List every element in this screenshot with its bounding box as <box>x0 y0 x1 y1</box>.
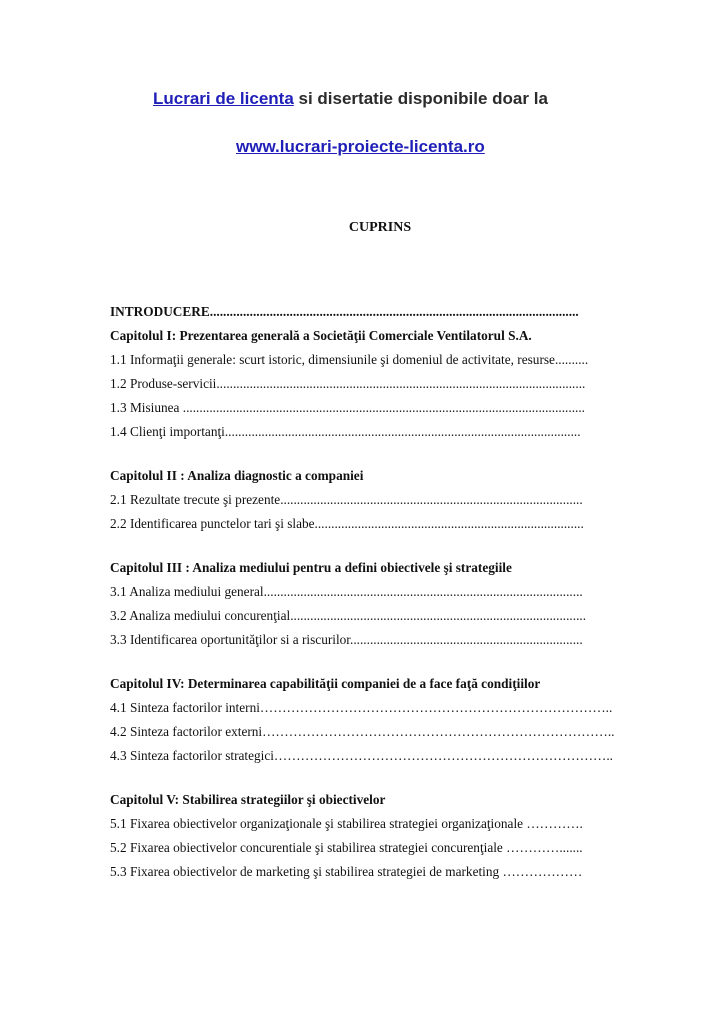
header-line-1 <box>153 89 548 109</box>
toc-chapter-1-heading: Capitolul I: Prezentarea generală a Societăţii Comerciale Ventilatorul S.A. <box>110 328 532 343</box>
licenta-link[interactable]: Lucrari de licenta <box>153 89 294 108</box>
spacer <box>110 652 645 672</box>
header-line-1-text: si disertatie disponibile doar la <box>293 89 548 108</box>
table-of-contents <box>110 300 645 884</box>
toc-item-4-3: 4.3 Sinteza factorilor strategici………………………………………………………………….. <box>110 748 614 763</box>
toc-item-5-1: 5.1 Fixarea obiectivelor organizaţionale şi stabilirea strategiei organizaţionale …………. <box>110 816 583 831</box>
toc-chapter-4-heading: Capitolul IV: Determinarea capabilităţii companiei de a face faţă condiţiilor <box>110 676 541 691</box>
toc-item-4-2: 4.2 Sinteza factorilor externi…………………………………………………………………….. <box>110 724 615 739</box>
toc-chapter-5-heading: Capitolul V: Stabilirea strategiilor şi obiectivelor <box>110 792 386 807</box>
toc-item-1-4: 1.4 Clienţi importanţi........................................................................................................... <box>110 424 581 439</box>
toc-chapter-2-heading: Capitolul II : Analiza diagnostic a companiei <box>110 468 364 483</box>
toc-item-1-2: 1.2 Produse-servicii............................................................................................................... <box>110 376 586 391</box>
spacer <box>110 444 645 464</box>
spacer <box>110 768 645 788</box>
toc-item-5-3: 5.3 Fixarea obiectivelor de marketing şi stabilirea strategiei de marketing ……………… <box>110 864 583 879</box>
toc-item-5-2: 5.2 Fixarea obiectivelor concurentiale şi stabilirea strategiei concurenţiale …………....... <box>110 840 583 855</box>
toc-item-3-3: 3.3 Identificarea oportunităţilor si a riscurilor...................................................................... <box>110 632 583 647</box>
toc-item-3-2: 3.2 Analiza mediului concurenţial......................................................................................... <box>110 608 587 623</box>
toc-item-3-1: 3.1 Analiza mediului general................................................................................................ <box>110 584 583 599</box>
toc-item-2-1: 2.1 Rezultate trecute şi prezente........................................................................................... <box>110 492 583 507</box>
toc-item-4-1: 4.1 Sinteza factorilor interni…………………………………………………………………….. <box>110 700 613 715</box>
header-line-2 <box>236 137 485 157</box>
toc-chapter-3-heading: Capitolul III : Analiza mediului pentru a defini obiectivele şi strategiile <box>110 560 512 575</box>
toc-item-2-2: 2.2 Identificarea punctelor tari şi slabe................................................................................. <box>110 516 584 531</box>
toc-item-1-3: 1.3 Misiunea ......................................................................................................................... <box>110 400 585 415</box>
website-link[interactable]: www.lucrari-proiecte-licenta.ro <box>236 137 485 156</box>
spacer <box>110 536 645 556</box>
toc-introduction: INTRODUCERE............................................................................................................... <box>110 304 579 319</box>
page-title: CUPRINS <box>348 220 412 235</box>
toc-item-1-1: 1.1 Informaţii generale: scurt istoric, dimensiunile şi domeniul de activitate, resurse.......... <box>110 352 589 367</box>
